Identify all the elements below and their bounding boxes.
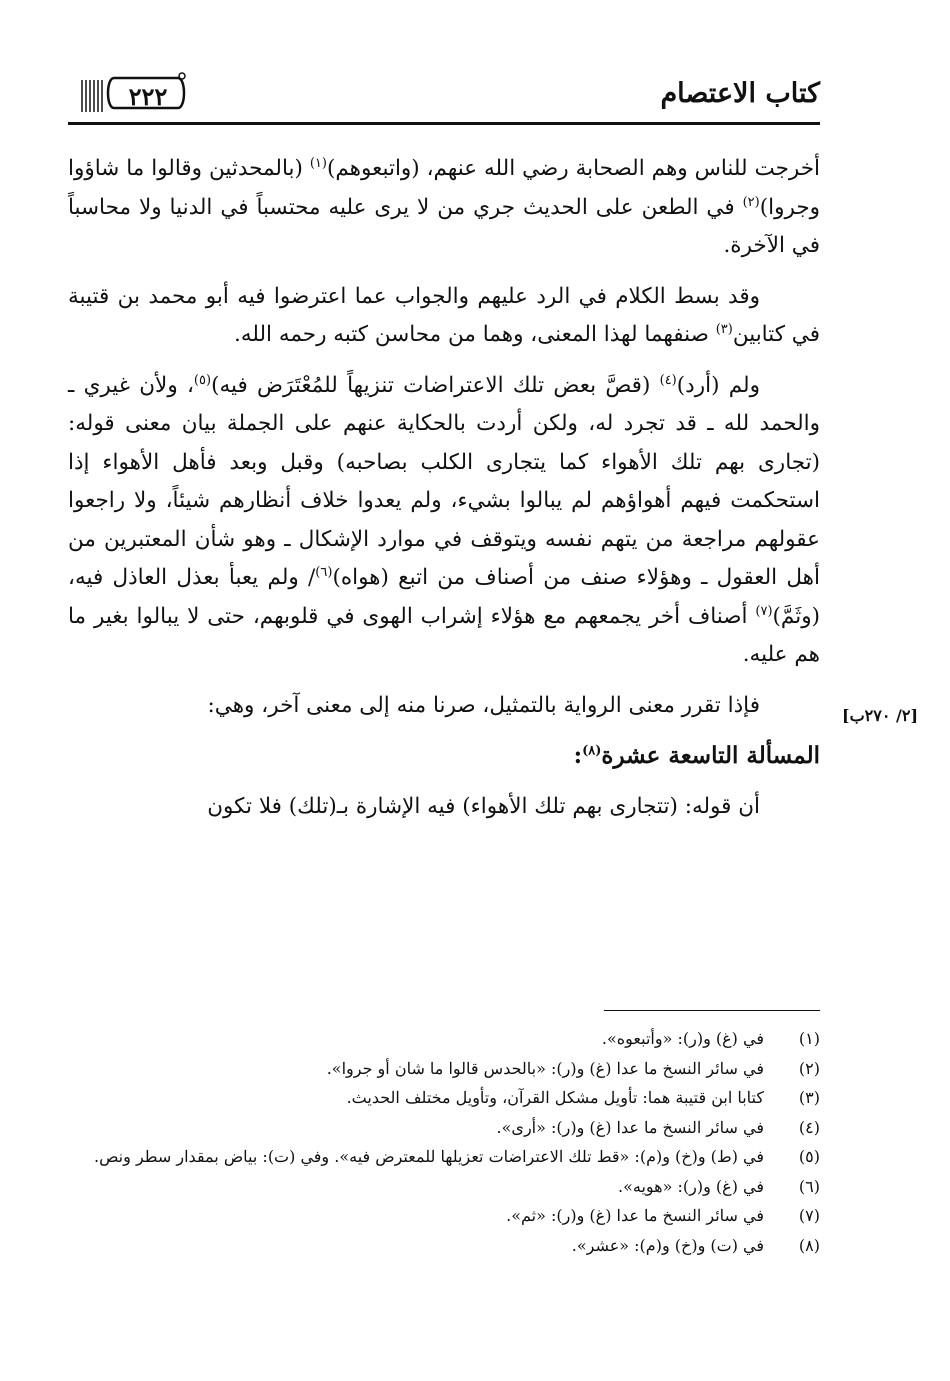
footnote-ref-3: (٣) bbox=[715, 321, 733, 337]
footnote-text: كتابا ابن قتيبة هما: تأويل مشكل القرآن، وتأويل مختلف الحديث. bbox=[346, 1088, 764, 1107]
text-run: / ولم يعبأ بعذل العاذل فيه، (وثَمَّ) bbox=[68, 565, 820, 629]
footnotes bbox=[68, 1024, 820, 1260]
page-number-badge bbox=[78, 72, 190, 114]
text-run: ولم (أرد) bbox=[676, 372, 760, 398]
footnote-ref-1: (١) bbox=[309, 155, 327, 171]
footnote-item bbox=[68, 1201, 820, 1231]
text-run: صنفهما لهذا المعنى، وهما من محاسن كتبه رحمه الله. bbox=[234, 322, 716, 347]
footnote-item bbox=[68, 1083, 820, 1113]
footnote-ref-6: (٦) bbox=[315, 564, 333, 580]
footnote-ref-8: (٨) bbox=[582, 743, 602, 759]
paragraph-2 bbox=[68, 278, 820, 355]
footnote-number: (٦) bbox=[798, 1176, 820, 1196]
footnote-number: (٧) bbox=[798, 1206, 820, 1225]
text-run: ، ولأن غيري ـ والحمد لله ـ قد تجرد له، ولكن أردت بالحكاية عنهم على الجملة بيان معنى قوله: (تجارى بهم تلك الأهواء كما يتجارى الكلب بصاحبه) وقبل وبعد فأهل الأهواء إذا استحكمت فيهم أهواؤهم لم يبالوا بشيء، ولم يعدوا خلاف أنظارهم شيئاً، ولا راجعوا عقولهم مراجعة من يتهم نفسه ويتوقف في موارد الإشكال ـ وهو شأن المعتبرين من أهل العقول ـ وهؤلاء صنف من أصناف من اتبع (هواه) bbox=[68, 372, 820, 590]
text-run: (بالمحدثين وقالوا ما شاؤوا وجروا) bbox=[68, 156, 820, 220]
footnote-text: في (غ) و(ر): «وأتبعوه». bbox=[601, 1029, 764, 1048]
text-run: أخرجت للناس وهم الصحابة رضي الله عنهم، (واتبعوهم) bbox=[326, 156, 820, 181]
footnote-item bbox=[68, 1231, 820, 1261]
footnote-ref-7: (٧) bbox=[755, 603, 773, 619]
footnote-item bbox=[68, 1113, 820, 1143]
footnote-item bbox=[68, 1024, 820, 1054]
text-run: أصناف أخر يجمعهم مع هؤلاء إشراب الهوى في قلوبهم، حتى لا يبالوا بغير ما هم عليه. bbox=[68, 603, 820, 667]
footnote-number: (١) bbox=[798, 1029, 820, 1048]
page-header bbox=[68, 64, 820, 124]
footnote-rule bbox=[604, 1010, 820, 1011]
footnote-ref-2: (٢) bbox=[742, 194, 760, 210]
page-number: ٢٢٢ bbox=[128, 82, 168, 111]
paragraph-1 bbox=[68, 150, 820, 266]
footnote-item bbox=[68, 1054, 820, 1084]
paragraph-5: أن قوله: (تتجارى بهم تلك الأهواء) فيه الإشارة بـ(تلك) فلا تكون bbox=[207, 793, 760, 819]
text-run: في الطعن على الحديث جري من لا يرى عليه محتسباً في الدنيا ولا محاسباً في الآخرة. bbox=[68, 194, 820, 258]
footnote-ref-5: (٥) bbox=[193, 372, 212, 388]
footnote-number: (٣) bbox=[798, 1088, 820, 1107]
footnote-text: في (ت) و(خ) و(م): «عشر». bbox=[571, 1235, 764, 1255]
footnote-item bbox=[68, 1172, 820, 1202]
section-heading-text: المسألة التاسعة عشرة bbox=[601, 742, 820, 769]
footnote-item bbox=[68, 1142, 820, 1172]
footnote-number: (٢) bbox=[798, 1058, 820, 1078]
text-run: (قصَّ بعض تلك الاعتراضات تنزيهاً للمُعْتَرَض فيه) bbox=[211, 372, 660, 398]
paragraph-4: فإذا تقرر معنى الرواية بالتمثيل، صرنا منه إلى معنى آخر، وهي: bbox=[207, 692, 760, 718]
footnote-text: في (غ) و(ر): «هويه». bbox=[618, 1176, 764, 1196]
footnote-text: في (ط) و(خ) و(م): «قط تلك الاعتراضات تعزيلها للمعترض فيه». وفي (ت): بياض بمقدار سطر ونص. bbox=[93, 1147, 764, 1166]
footnote-text: في سائر النسخ ما عدا (غ) و(ر): «أرى». bbox=[496, 1117, 764, 1137]
footnote-number: (٤) bbox=[798, 1117, 820, 1137]
book-title: كتاب الاعتصام bbox=[660, 78, 820, 109]
footnote-text: في سائر النسخ ما عدا (غ) و(ر): «بالحدس قالوا ما شان أو جروا». bbox=[326, 1058, 764, 1078]
section-heading bbox=[68, 737, 820, 776]
section-heading-colon: : bbox=[573, 742, 583, 769]
text-run: وقد بسط الكلام في الرد عليهم والجواب عما اعترضوا فيه أبو محمد بن قتيبة في كتابين bbox=[68, 283, 820, 347]
footnote-number: (٥) bbox=[798, 1147, 820, 1166]
footnote-ref-4: (٤) bbox=[659, 372, 677, 388]
header-rule bbox=[68, 122, 820, 125]
footnote-text: في سائر النسخ ما عدا (غ) و(ر): «ثم». bbox=[506, 1206, 764, 1225]
manuscript-folio-note: [٢/ ٢٧٠ب] bbox=[842, 706, 919, 725]
paragraph-3 bbox=[68, 367, 820, 675]
main-text bbox=[68, 150, 820, 838]
footnote-number: (٨) bbox=[798, 1235, 820, 1255]
